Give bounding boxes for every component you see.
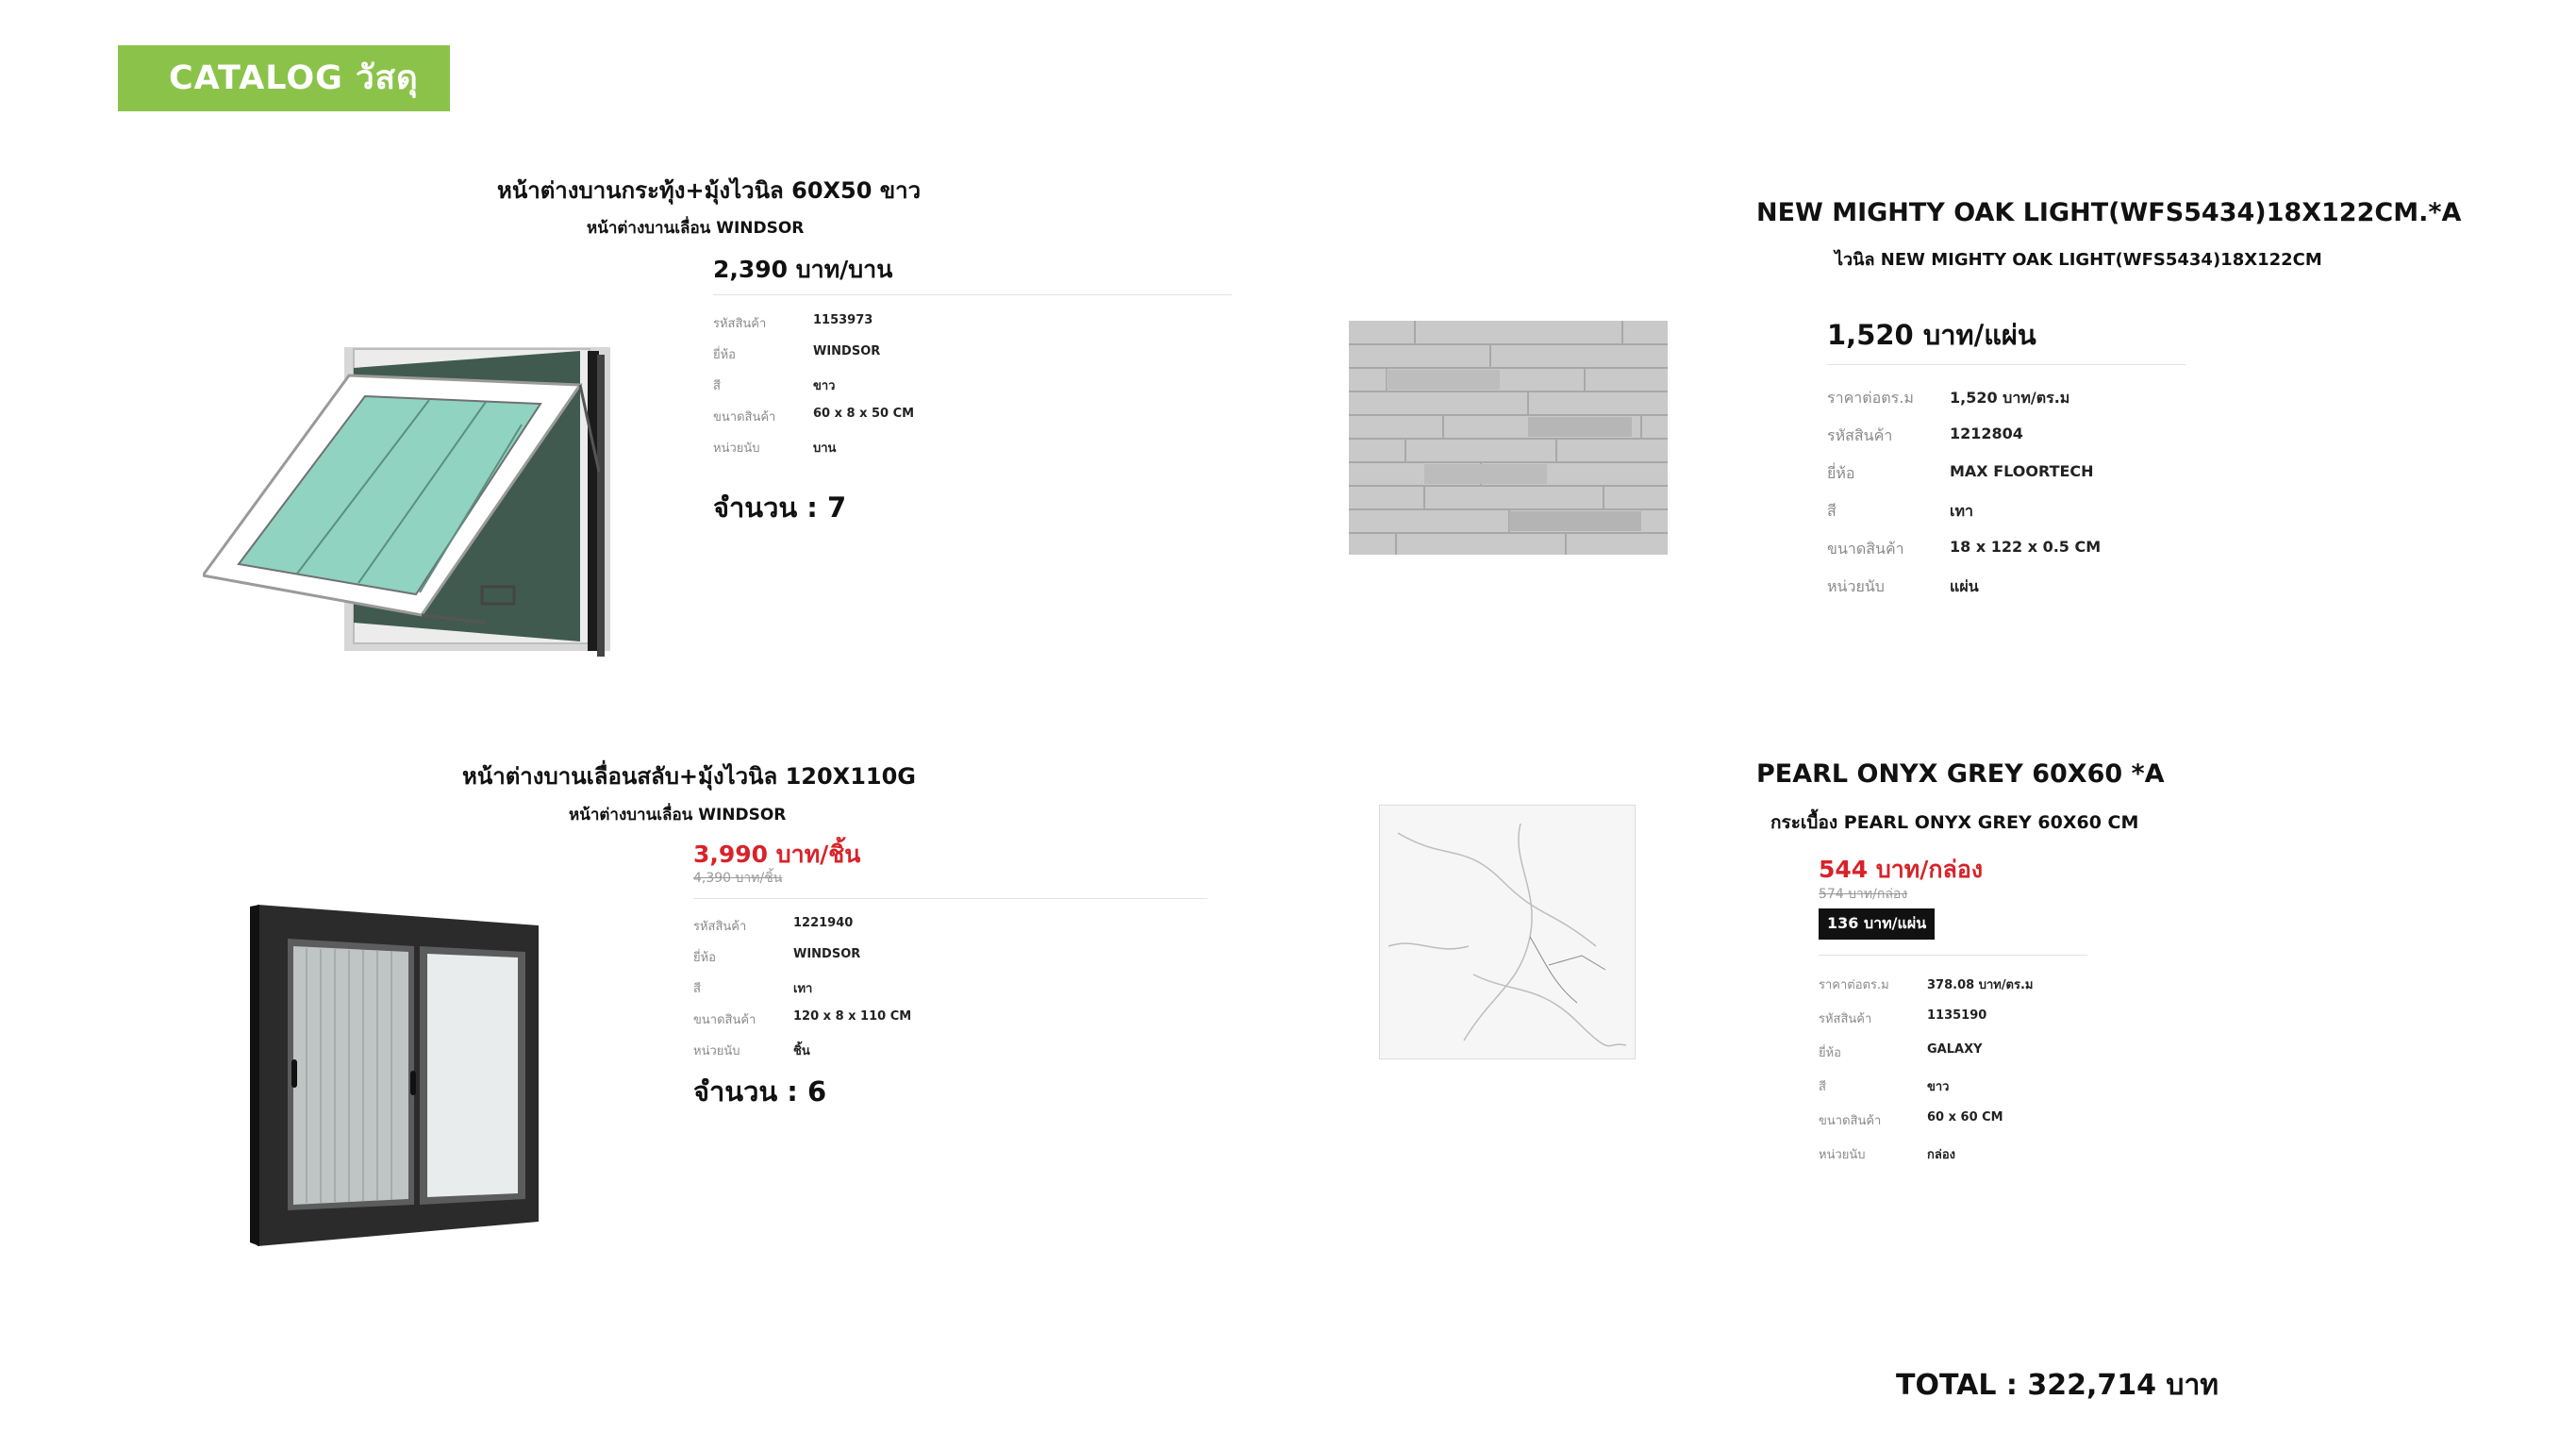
spec-label: รหัสสินค้า	[1827, 426, 1893, 444]
spec-row	[1827, 575, 2280, 598]
wood-plank-icon	[1349, 321, 1668, 555]
product-subtitle: หน้าต่างบานเลื่อน WINDSOR	[587, 219, 805, 238]
spec-value: 1221940	[793, 916, 854, 930]
spec-row	[1819, 1042, 2215, 1061]
spec-value: WINDSOR	[793, 947, 861, 961]
spec-row	[693, 1009, 1071, 1028]
product-title: PEARL ONYX GREY 60X60 *A	[1756, 759, 2165, 789]
product-price: 3,990 บาท/ชิ้น	[693, 841, 861, 868]
spec-label: ขนาดสินค้า	[713, 410, 776, 425]
spec-row	[1819, 974, 2215, 993]
price-divider	[1827, 364, 2185, 365]
spec-row	[693, 978, 1071, 997]
spec-label: ขนาดสินค้า	[1819, 1114, 1882, 1128]
spec-label: ยี่ห้อ	[1819, 1046, 1841, 1060]
spec-label: ยี่ห้อ	[713, 348, 736, 362]
grand-total: TOTAL : 322,714 บาท	[1896, 1369, 2219, 1402]
spec-label: หน่วยนับ	[1819, 1148, 1866, 1162]
spec-row	[1827, 387, 2280, 409]
product-subtitle: กระเบื้อง PEARL ONYX GREY 60X60 CM	[1770, 812, 2139, 833]
spec-label: หน่วยนับ	[693, 1044, 740, 1058]
spec-label: ยี่ห้อ	[693, 951, 716, 965]
spec-value: 60 x 60 CM	[1927, 1110, 2003, 1124]
spec-label: ขนาดสินค้า	[1827, 540, 1904, 558]
quantity-label: จำนวน : 7	[713, 491, 847, 524]
spec-value: ขาว	[813, 379, 836, 393]
spec-value: เทา	[793, 982, 813, 996]
spec-row	[1827, 425, 2280, 447]
spec-value: 18 x 122 x 0.5 CM	[1950, 538, 2102, 556]
spec-label: หน่วยนับ	[1827, 577, 1885, 595]
product-price: 1,520 บาท/แผ่น	[1827, 319, 2036, 351]
spec-label: ขนาดสินค้า	[693, 1013, 756, 1027]
spec-value: 1135190	[1927, 1008, 1987, 1023]
old-price: 574 บาท/กล่อง	[1819, 887, 1908, 902]
old-price: 4,390 บาท/ชิ้น	[693, 871, 783, 886]
spec-row	[1819, 1110, 2215, 1129]
spec-label: รหัสสินค้า	[1819, 1012, 1872, 1026]
quantity-label: จำนวน : 6	[693, 1075, 827, 1108]
spec-value: แผ่น	[1950, 577, 1979, 595]
spec-label: รหัสสินค้า	[713, 317, 767, 331]
product-title: หน้าต่างบานเลื่อนสลับ+มุ้งไวนิล 120X110G	[462, 763, 916, 790]
product-subtitle: หน้าต่างบานเลื่อน WINDSOR	[569, 806, 787, 824]
spec-value: GALAXY	[1927, 1042, 1983, 1057]
spec-row	[1827, 538, 2280, 560]
spec-value: เทา	[1950, 502, 1973, 520]
spec-value: 1153973	[813, 313, 873, 327]
spec-row	[713, 438, 1090, 457]
spec-value: 60 x 8 x 50 CM	[813, 407, 915, 421]
spec-row	[1827, 500, 2280, 523]
spec-row	[1819, 1008, 2215, 1027]
spec-value: 1212804	[1950, 425, 2023, 442]
spec-row	[1819, 1076, 2215, 1095]
spec-label: สี	[1827, 502, 1836, 520]
spec-row	[693, 947, 1071, 966]
spec-value: ขาว	[1927, 1080, 1950, 1094]
spec-label: สี	[693, 982, 701, 996]
spec-label: สี	[1819, 1080, 1826, 1094]
spec-row	[713, 407, 1090, 425]
spec-label: ยี่ห้อ	[1827, 464, 1855, 482]
spec-row	[693, 1041, 1071, 1059]
spec-value: MAX FLOORTECH	[1950, 462, 2094, 480]
sliding-window-icon	[250, 901, 542, 1250]
spec-value: กล่อง	[1927, 1148, 1955, 1162]
spec-row	[713, 375, 1090, 394]
spec-row	[693, 916, 1071, 935]
price-divider	[693, 898, 1207, 899]
spec-value: 120 x 8 x 110 CM	[793, 1009, 912, 1024]
awning-window-icon	[203, 340, 618, 660]
spec-value: WINDSOR	[813, 344, 881, 358]
price-divider	[1819, 955, 2087, 956]
unit-price-badge: 136 บาท/แผ่น	[1819, 908, 1935, 940]
spec-row	[713, 344, 1090, 363]
spec-row	[713, 313, 1090, 332]
spec-value: ชิ้น	[793, 1044, 810, 1058]
spec-label: ราคาต่อตร.ม	[1819, 978, 1889, 992]
spec-value: 1,520 บาท/ตร.ม	[1950, 389, 2070, 407]
product-price: 544 บาท/กล่อง	[1819, 856, 1984, 883]
product-title: NEW MIGHTY OAK LIGHT(WFS5434)18X122CM.*A	[1756, 198, 2462, 227]
product-title: หน้าต่างบานกระทุ้ง+มุ้งไวนิล 60X50 ขาว	[497, 177, 922, 204]
spec-label: หน่วยนับ	[713, 441, 760, 456]
spec-row	[1827, 462, 2280, 485]
product-price: 2,390 บาท/บาน	[713, 256, 893, 283]
spec-value: บาน	[813, 441, 837, 456]
spec-row	[1819, 1144, 2215, 1163]
spec-label: รหัสสินค้า	[693, 920, 747, 934]
price-divider	[713, 294, 1232, 295]
spec-label: ราคาต่อตร.ม	[1827, 389, 1914, 407]
product-subtitle: ไวนิล NEW MIGHTY OAK LIGHT(WFS5434)18X122CM	[1835, 250, 2322, 270]
catalog-badge: CATALOG วัสดุ	[118, 45, 450, 111]
spec-label: สี	[713, 379, 721, 393]
marble-tile-icon	[1379, 805, 1636, 1059]
spec-value: 378.08 บาท/ตร.ม	[1927, 978, 2034, 992]
